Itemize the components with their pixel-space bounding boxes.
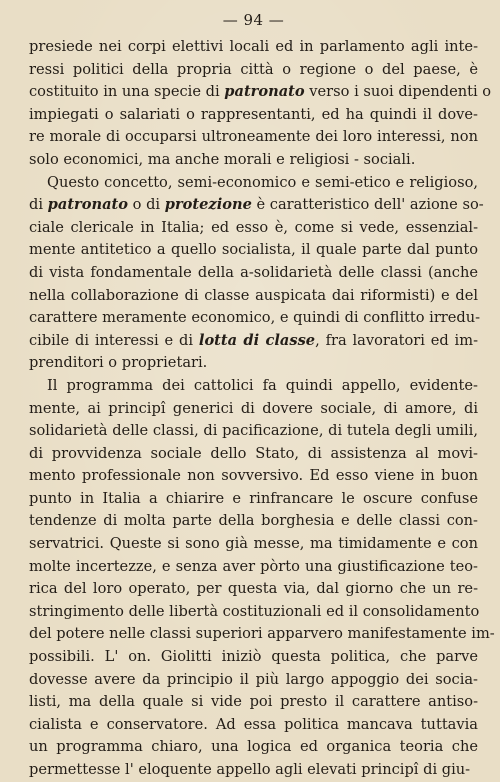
paragraph xyxy=(29,375,495,782)
text-segment: tendenze di molta parte della borghesia e delle classi con- xyxy=(29,512,478,530)
text-segment: carattere meramente economico, e quindi di conflitto irredu- xyxy=(29,309,481,327)
emphasized-term: lotta di classe xyxy=(198,331,316,349)
text-segment: permettesse l' eloquente appello agli elevati principî di giu- xyxy=(29,761,471,778)
text-line xyxy=(29,285,478,308)
text-line xyxy=(29,533,478,556)
text-line xyxy=(29,149,478,172)
text-line xyxy=(29,330,478,353)
text-segment: mente, ai principî generici di dovere sociale, di amore, di xyxy=(29,399,478,417)
text-line xyxy=(29,262,478,285)
text-line xyxy=(29,239,478,262)
emphasized-term: protezione xyxy=(164,196,252,214)
text-line xyxy=(29,759,478,782)
text-line xyxy=(29,398,478,421)
paragraph xyxy=(29,172,484,375)
emphasized-term: patronato xyxy=(47,196,129,214)
text-segment: o di xyxy=(128,196,165,214)
text-segment: punto in Italia a chiarire e rinfrancare le oscure confuse xyxy=(29,489,478,507)
text-segment: verso i suoi dipendenti o xyxy=(304,83,492,101)
text-line xyxy=(29,307,481,330)
text-segment: nella collaborazione di classe auspicata dai riformisti) e del xyxy=(29,286,478,304)
text-line xyxy=(29,510,478,533)
text-segment: listi, ma della quale si vide poi presto il carattere antiso- xyxy=(29,693,478,711)
text-segment: ressi politici della propria città o regione o del paese, è xyxy=(29,60,478,78)
text-segment: solo economici, ma anche morali e religiosi - sociali. xyxy=(29,150,416,168)
text-line xyxy=(29,217,478,240)
text-line xyxy=(29,36,478,59)
text-line xyxy=(29,194,484,217)
text-segment: Questo concetto, semi-economico e semi-etico e religioso, xyxy=(47,173,478,191)
text-line xyxy=(29,126,478,149)
text-line xyxy=(29,488,478,511)
text-segment: cibile di interessi e di xyxy=(29,331,199,349)
text-segment: solidarietà delle classi, di pacificazione, di tutela degli umili, xyxy=(29,422,478,440)
text-segment: servatrici. Queste si sono già messe, ma timidamente e con xyxy=(29,535,478,553)
text-segment: ciale clericale in Italia; ed esso è, come si vede, essenzial- xyxy=(29,218,478,236)
text-segment: presiede nei corpi elettivi locali ed in parlamento agli inte- xyxy=(29,38,478,55)
text-segment: mente antitetico a quello socialista, il quale parte dal punto xyxy=(29,241,478,259)
text-segment: , fra lavoratori ed im- xyxy=(315,331,478,349)
text-line xyxy=(29,623,495,646)
text-segment: Il programma dei cattolici fa quindi appello, evidente- xyxy=(47,376,478,394)
text-segment: molte incertezze, e senza aver pòrto una giustificazione teo- xyxy=(29,557,478,575)
text-segment: di xyxy=(29,196,48,214)
text-segment: impiegati o salariati o rappresentanti, ed ha quindi il dove- xyxy=(29,105,478,123)
text-line xyxy=(29,465,478,488)
emphasized-term: patronato xyxy=(224,83,305,101)
text-line xyxy=(29,443,478,466)
text-line xyxy=(29,172,478,195)
text-line xyxy=(29,578,478,601)
text-line xyxy=(29,352,478,375)
text-line xyxy=(29,104,478,127)
text-line xyxy=(29,556,478,579)
text-segment: mento professionale non sovversivo. Ed esso viene in buon xyxy=(29,467,478,485)
text-line xyxy=(29,601,478,624)
paragraph xyxy=(29,36,492,172)
text-segment: possibili. L' on. Giolitti iniziò questa politica, che parve xyxy=(29,648,478,666)
text-line xyxy=(29,375,478,398)
text-segment: cialista e conservatore. Ad essa politica mancava tuttavia xyxy=(29,715,478,733)
text-segment: un programma chiaro, una logica ed organica teoria che xyxy=(29,738,478,756)
text-line xyxy=(29,691,478,714)
text-line xyxy=(29,669,478,692)
text-segment: dovesse avere da principio il più largo appoggio dei socia- xyxy=(29,670,478,688)
text-segment: re morale di occuparsi ultroneamente dei loro interessi, non xyxy=(29,128,478,146)
text-line xyxy=(29,736,478,759)
text-segment: è caratteristico dell' azione so- xyxy=(251,196,484,214)
text-segment: rica del loro operato, per questa via, dal giorno che un re- xyxy=(29,580,478,598)
text-line xyxy=(29,81,492,104)
text-line xyxy=(29,420,478,443)
text-segment: di provvidenza sociale dello Stato, di assistenza al movi- xyxy=(29,444,478,462)
text-line xyxy=(29,59,478,82)
text-line xyxy=(29,714,478,737)
text-segment: costituito in una specie di xyxy=(29,83,225,101)
text-segment: del potere nelle classi superiori apparvero manifestamente im- xyxy=(29,625,495,643)
text-line xyxy=(29,646,478,669)
page-number: — 94 — xyxy=(222,11,285,29)
text-segment: prenditori o proprietari. xyxy=(29,354,208,372)
text-segment: di vista fondamentale della a-solidarietà delle classi (anche xyxy=(29,263,478,281)
text-segment: stringimento delle libertà costituzionali ed il consolidamento xyxy=(29,602,480,620)
body-text xyxy=(29,36,495,782)
